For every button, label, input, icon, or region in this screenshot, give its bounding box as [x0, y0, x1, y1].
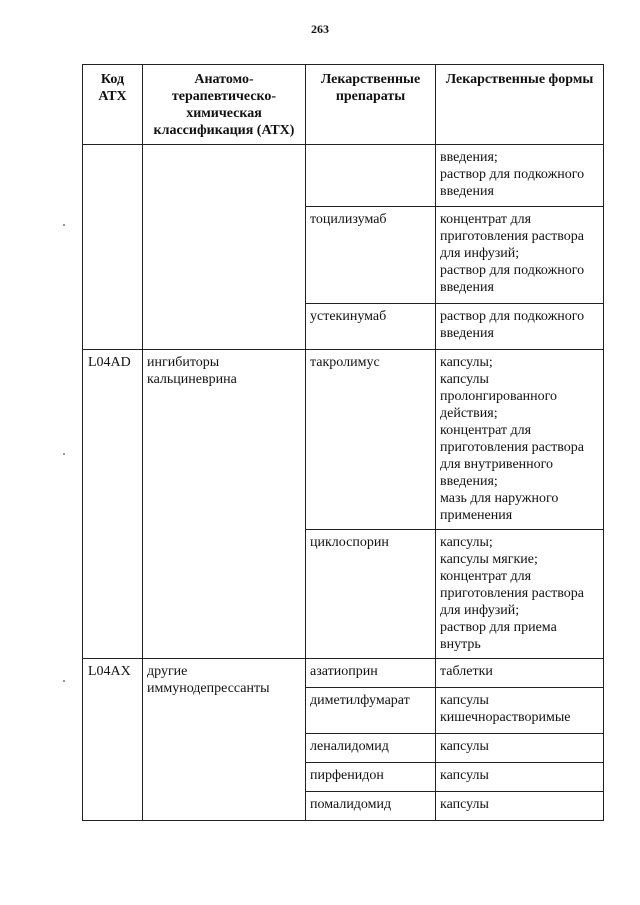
forms-cell	[436, 145, 604, 207]
classification-cell	[143, 145, 306, 350]
code-cell: L04AX	[83, 659, 143, 821]
page-number: 263	[311, 22, 329, 36]
header-code: Код АТХ	[83, 65, 143, 145]
classification-cell: ингибиторы кальциневрина	[143, 350, 306, 659]
drug-cell	[306, 145, 436, 207]
form-item: концентрат для приготовления раствора для внутривенного введения;	[440, 423, 584, 489]
forms-cell	[436, 688, 604, 734]
code-cell	[83, 145, 143, 350]
form-item: введения;	[440, 150, 498, 165]
drug-cell: леналидомид	[306, 734, 436, 763]
form-item: концентрат для приготовления раствора для инфузий;	[440, 569, 584, 618]
classification-cell: другие иммунодепрессанты	[143, 659, 306, 821]
form-item: капсулы	[440, 739, 489, 754]
scan-speck	[63, 680, 65, 682]
forms-cell	[436, 763, 604, 792]
form-item: концентрат для приготовления раствора для инфузий;	[440, 212, 584, 261]
scan-speck	[63, 224, 65, 226]
table-row	[83, 659, 604, 688]
drug-cell: тоцилизумаб	[306, 207, 436, 304]
forms-cell	[436, 304, 604, 350]
scan-speck	[63, 453, 65, 455]
drug-cell: помалидомид	[306, 792, 436, 821]
drug-cell: устекинумаб	[306, 304, 436, 350]
table-row	[83, 145, 604, 207]
form-item: раствор для подкожного введения	[440, 309, 585, 341]
forms-cell	[436, 350, 604, 530]
form-item: мазь для наружного применения	[440, 491, 559, 523]
forms-cell	[436, 792, 604, 821]
form-item: таблетки	[440, 664, 493, 679]
drug-cell: пирфенидон	[306, 763, 436, 792]
atx-medicines-table	[82, 64, 604, 821]
forms-cell	[436, 207, 604, 304]
drug-cell: азатиоприн	[306, 659, 436, 688]
form-item: раствор для подкожного введения	[440, 263, 585, 295]
drug-cell: циклоспорин	[306, 530, 436, 659]
table-row	[83, 350, 604, 530]
forms-cell	[436, 530, 604, 659]
form-item: капсулы пролонгированного действия;	[440, 372, 558, 421]
form-item: капсулы;	[440, 355, 493, 370]
form-item: капсулы;	[440, 535, 493, 550]
forms-cell	[436, 734, 604, 763]
form-item: капсулы мягкие;	[440, 552, 538, 567]
drug-cell: такролимус	[306, 350, 436, 530]
drug-cell: диметилфумарат	[306, 688, 436, 734]
forms-cell	[436, 659, 604, 688]
form-item: капсулы	[440, 797, 489, 812]
form-item: капсулы	[440, 768, 489, 783]
form-item: капсулы кишечнорастворимые	[440, 693, 571, 725]
header-forms: Лекарственные формы	[436, 65, 604, 145]
table-header-row	[83, 65, 604, 145]
code-cell: L04AD	[83, 350, 143, 659]
form-item: раствор для подкожного введения	[440, 167, 585, 199]
header-drugs: Лекарственные препараты	[306, 65, 436, 145]
header-classification: Анатомо-терапевтическо-химическая классификация (АТХ)	[143, 65, 306, 145]
form-item: раствор для приема внутрь	[440, 620, 557, 652]
